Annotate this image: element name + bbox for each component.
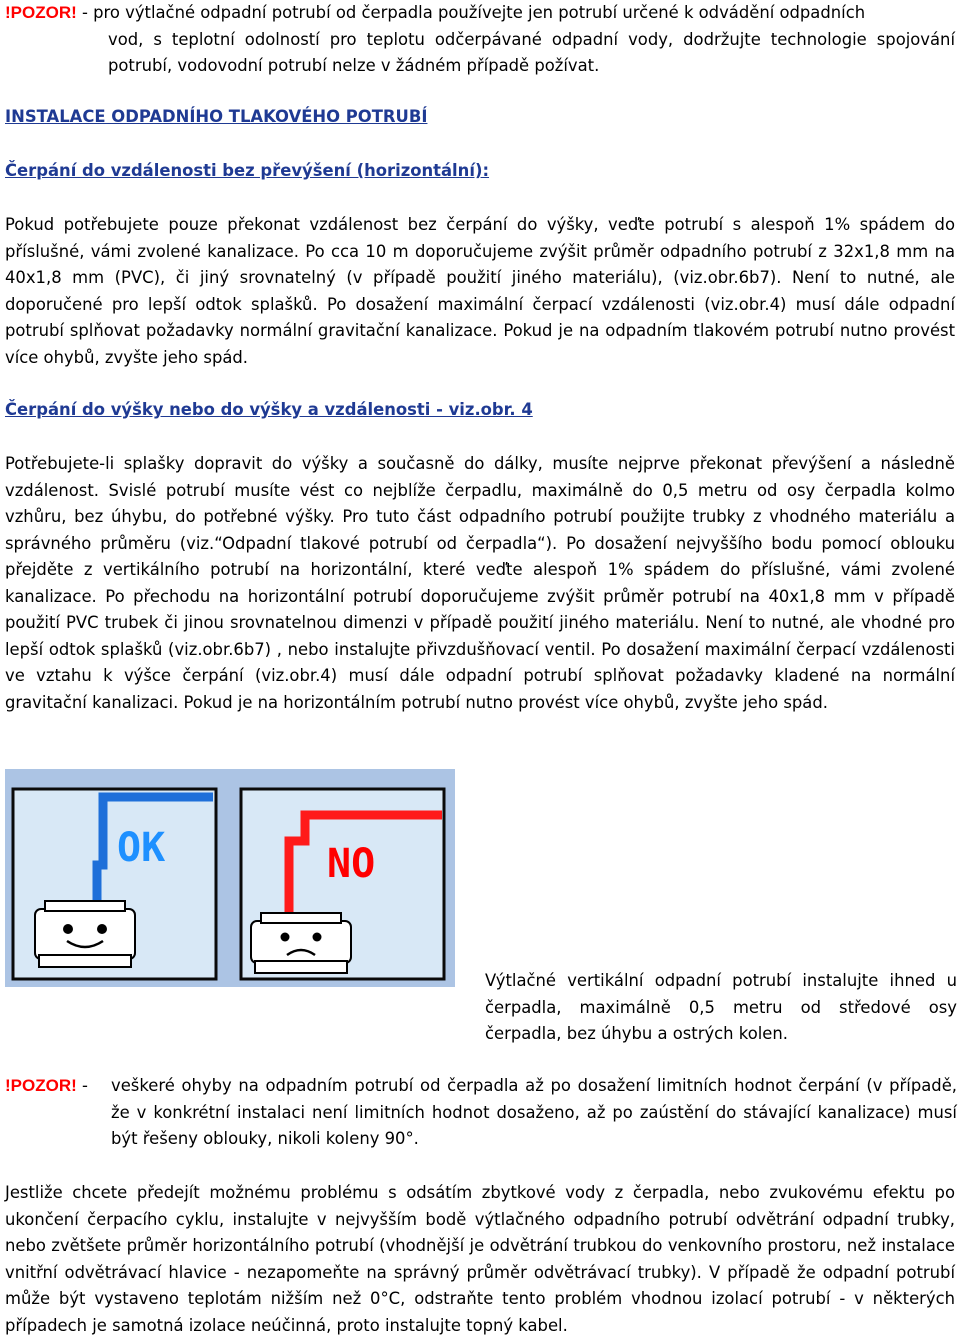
paragraph-horizontal: Pokud potřebujete pouze překonat vzdálenost bez čerpání do výšky, veďte potrubí s alespoň 1% spádem do příslušné, vámi zvolené kanalizace. Po cca 10 m doporučujeme zvýšit průměr odpadního potrubí z 32x1,8 mm na 40x1,8 mm (PVC), či jiný srovnatelný (v případě použití jiného materiálu), (viz.obr.6b7). Není to nutné, ale doporučené pro lepší odtok splašků. Po dosažení maximální čerpací vzdálenosti (viz.obr.4) musí dále odpadní potrubí splňovat požadavky normální gravitační kanalizace. Pokud je na odpadním tlakovém potrubí nutno provést více ohybů, zvyšte jeho spád.: [5, 215, 955, 367]
figure-svg: [5, 769, 455, 987]
pozor-label: !POZOR!: [5, 3, 77, 22]
pozor-label-2: !POZOR!: [5, 1076, 77, 1095]
sad-pump-icon: [251, 913, 351, 973]
happy-pump-icon: [35, 901, 135, 967]
warning-label: [5, 1073, 88, 1100]
pipe-installation-figure: [5, 769, 455, 987]
intro-text-rest: vod, s teplotní odolností pro teplotu odčerpávané odpadní vody, dodržujte technologie spojování potrubí, vodovodní potrubí nelze v žádném případě požívat.: [108, 29, 955, 75]
heading-vertical: Čerpání do výšky nebo do výšky a vzdálenosti - viz.obr. 4: [5, 400, 533, 419]
figure-caption: Výtlačné vertikální odpadní potrubí instalujte ihned u čerpadla, maximálně 0,5 metru od středové osy čerpadla, bez úhybu a ostrých kolen.: [485, 971, 957, 1043]
ok-label: OK: [117, 825, 166, 871]
warning-dash: -: [76, 1076, 88, 1095]
intro-warning: [5, 0, 955, 80]
heading-horizontal: Čerpání do vzdálenosti bez převýšení (horizontální):: [5, 161, 490, 180]
paragraph-vertical: Potřebujete-li splašky dopravit do výšky a současně do dálky, musíte nejprve překonat převýšení a následně vzdálenost. Svislé potrubí musíte vést co nejblíže čerpadlu, maximálně do 0,5 metru od osy čerpadla kolmo vzhůru, bez úhybu, do potřebné výšky. Pro tuto část odpadního potrubí použijte trubky z vhodného materiálu a správného průměru (viz.“Odpadní tlakové potrubí od čerpadla“). Po dosažení nejvyššího bodu pomocí oblouku přejděte z vertikálního potrubí na horizontální, které veďte alespoň 1% spádem do příslušné, vámi zvolené kanalizace. Po přechodu na horizontální potrubí doporučujeme zvýšit průměr potrubí na 40x1,8 mm v případě použití PVC trubek či jinou srovnatelnou dimenzi v případě použití jiného materiálu. Není to nutné, ale vhodné pro lepší odtok splašků (viz.obr.6b7) , nebo instalujte přivzdušňovací ventil. Po dosažení maximální čerpací vzdálenosti ve vztahu k výšce čerpání (viz.obr.4) musí dále odpadní potrubí splňovat požadavky kladené na normální gravitační kanalizaci. Pokud je na horizontálním potrubí nutno provést více ohybů, zvyšte jeho spád.: [5, 454, 955, 712]
heading-main: INSTALACE ODPADNÍHO TLAKOVÉHO POTRUBÍ: [5, 107, 428, 126]
warning-bends-text: veškeré ohyby na odpadním potrubí od čerpadla až po dosažení limitních hodnot čerpání (v případě, že v konkrétní instalaci není limitních hodnot dosaženo, až po zaústění do stávající kanalizace) musí být řešeny oblouky, nikoli koleny 90°.: [111, 1076, 957, 1148]
paragraph-venting: Jestliže chcete předejít možnému problému s odsátím zbytkové vody z čerpadla, nebo zvukovému efektu po ukončení čerpacího cyklu, instalujte v nejvyšším bodě výtlačného odpadního potrubí odvětrání odpadní trubky, nebo zvětšete průměr horizontálního potrubí (vhodnější je odvětrání trubkou do venkovního prostoru, než instalace vnitřní odvětrávací hlavice - nezapomeňte na správný průměr odvětrávací trubky). V případě že odpadní potrubí může být vystaveno teplotám nižším než 0°C, odstraňte tento problém vhodnou izolací potrubí - v některých případech je samotná izolace neúčinná, proto instalujte topný kabel.: [5, 1183, 955, 1335]
intro-text-first-line: - pro výtlačné odpadní potrubí od čerpadla používejte jen potrubí určené k odvádění odpadních: [76, 3, 866, 22]
no-label: NO: [327, 841, 376, 887]
